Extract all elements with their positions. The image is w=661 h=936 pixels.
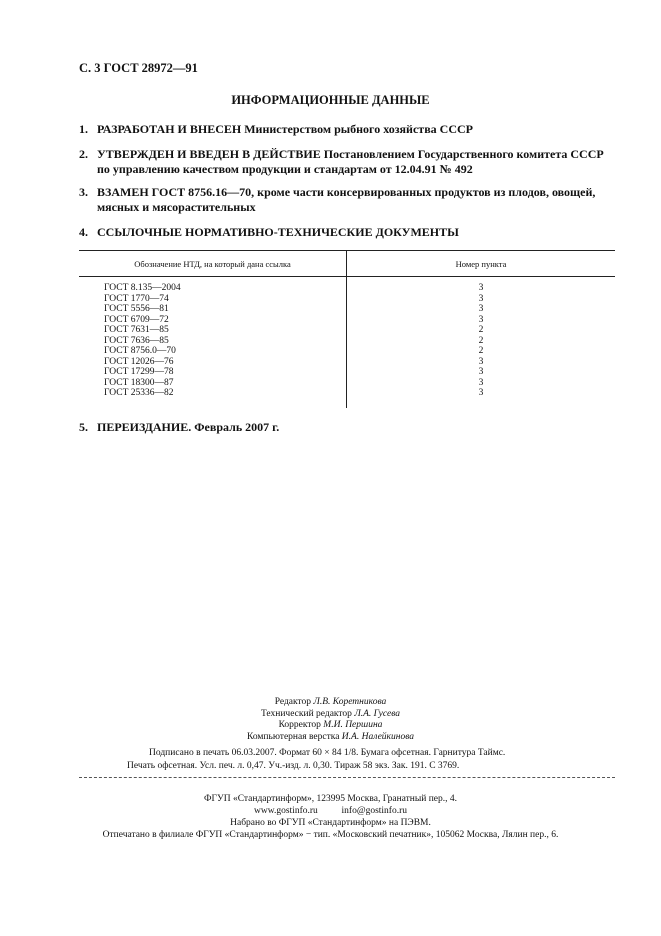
table-cell-point: 3	[478, 304, 484, 314]
info-item-3	[79, 185, 619, 215]
item-number: 5.	[79, 420, 88, 434]
table-cell-point: 3	[478, 293, 484, 304]
table-cell-point: 3	[478, 367, 484, 377]
table-header-rule	[79, 276, 615, 277]
section-title: ИНФОРМАЦИОННЫЕ ДАННЫЕ	[231, 93, 430, 107]
table-header-point: Номер пункта	[455, 259, 507, 269]
table-row	[79, 304, 615, 315]
table-cell-point: 2	[478, 325, 484, 335]
table-cell-point: 3	[478, 388, 484, 398]
item-text: кроме части консервированных продуктов из плодов, овощей, мясных и мясорастительных	[97, 185, 596, 214]
table-cell-point: 2	[478, 346, 484, 356]
table-cell-document: ГОСТ 18300—87	[104, 377, 174, 388]
table-header-document: Обозначение НТД, на который дана ссылка	[134, 259, 291, 269]
item-heading: ПЕРЕИЗДАНИЕ.	[97, 420, 192, 434]
table-row	[79, 315, 615, 326]
publisher-address: ФГУП «Стандартинформ», 123995 Москва, Гранатный пер., 4.	[203, 794, 458, 804]
table-cell-point: 3	[478, 283, 484, 293]
table-row	[79, 336, 615, 347]
table-cell-document: ГОСТ 25336—82	[104, 388, 174, 398]
info-item-5	[79, 420, 619, 435]
table-cell-point: 2	[478, 335, 484, 346]
credit-person: И.А. Налейкинова	[341, 731, 415, 742]
publisher-contacts: www.gostinfo.ru info@gostinfo.ru	[254, 806, 407, 816]
table-cell-document: ГОСТ 12026—76	[104, 356, 174, 367]
table-row	[79, 378, 615, 389]
table-row	[79, 346, 615, 357]
table-row	[79, 325, 615, 336]
table-cell-document: ГОСТ 17299—78	[104, 367, 174, 377]
table-cell-point: 3	[478, 377, 484, 388]
publisher-block	[0, 793, 661, 841]
table-row	[79, 357, 615, 368]
credit-person: Л.В. Коретникова	[313, 697, 387, 707]
print-info-line-2: Печать офсетная. Усл. печ. л. 0,47. Уч.-изд. л. 0,30. Тираж 58 экз. Зак. 191. С 3769.	[127, 761, 460, 771]
page-header: С. 3 ГОСТ 28972—91	[79, 61, 198, 75]
table-row	[79, 294, 615, 305]
table-cell-document: ГОСТ 1770—74	[104, 293, 169, 304]
publisher-typeset: Набрано во ФГУП «Стандартинформ» на ПЭВМ.	[230, 818, 431, 828]
info-item-2	[79, 147, 619, 177]
table-row	[79, 367, 615, 378]
item-heading: УТВЕРЖДЕН И ВВЕДЕН В ДЕЙСТВИЕ	[97, 147, 321, 161]
print-info-line-1: Подписано в печать 06.03.2007. Формат 60 × 84 1/8. Бумага офсетная. Гарнитура Таймс.	[149, 748, 506, 758]
item-heading: ВЗАМЕН ГОСТ 8756.16—70,	[97, 185, 255, 199]
credit-corrector	[0, 720, 661, 732]
table-cell-document: ГОСТ 6709—72	[104, 314, 169, 325]
item-number: 2.	[79, 147, 88, 161]
references-table	[79, 250, 615, 408]
item-text: Постановлением Государственного комитета СССР по управлению качеством продукции и стандартам от 12.04.91 № 492	[97, 147, 604, 176]
credit-role: Компьютерная верстка	[246, 731, 342, 742]
credit-person: Л.А. Гусева	[354, 708, 401, 719]
item-number: 4.	[79, 225, 88, 239]
info-item-4	[79, 225, 619, 240]
table-row	[79, 388, 615, 399]
credit-role: Технический редактор	[260, 708, 355, 719]
credit-role: Корректор	[278, 720, 324, 730]
item-number: 1.	[79, 122, 88, 136]
item-heading: ССЫЛОЧНЫЕ НОРМАТИВНО-ТЕХНИЧЕСКИЕ ДОКУМЕНТЫ	[97, 225, 459, 239]
table-cell-point: 3	[478, 356, 484, 367]
item-heading: РАЗРАБОТАН И ВНЕСЕН	[97, 122, 242, 136]
publisher-printed: Отпечатано в филиале ФГУП «Стандартинформ» − тип. «Московский печатник», 105062 Москва, Лялин пер., 6.	[102, 830, 559, 840]
credits-block	[0, 697, 661, 743]
table-cell-point: 3	[478, 314, 484, 325]
credit-layout	[0, 732, 661, 744]
table-cell-document: ГОСТ 7636—85	[104, 335, 169, 346]
credit-tech-editor	[0, 709, 661, 721]
credit-person: М.И. Першина	[323, 720, 383, 730]
item-text: Министерством рыбного хозяйства СССР	[241, 122, 473, 136]
dashed-divider	[79, 777, 615, 778]
credit-role: Редактор	[274, 697, 314, 707]
table-row	[79, 283, 615, 294]
item-text: Февраль 2007 г.	[191, 420, 280, 434]
info-item-1	[79, 122, 619, 137]
table-cell-document: ГОСТ 8.135—2004	[104, 283, 181, 293]
table-cell-document: ГОСТ 7631—85	[104, 325, 169, 335]
credit-editor	[0, 697, 661, 709]
table-top-rule	[79, 250, 615, 251]
item-number: 3.	[79, 185, 88, 199]
table-cell-document: ГОСТ 8756.0—70	[104, 346, 176, 356]
table-cell-document: ГОСТ 5556—81	[104, 304, 169, 314]
